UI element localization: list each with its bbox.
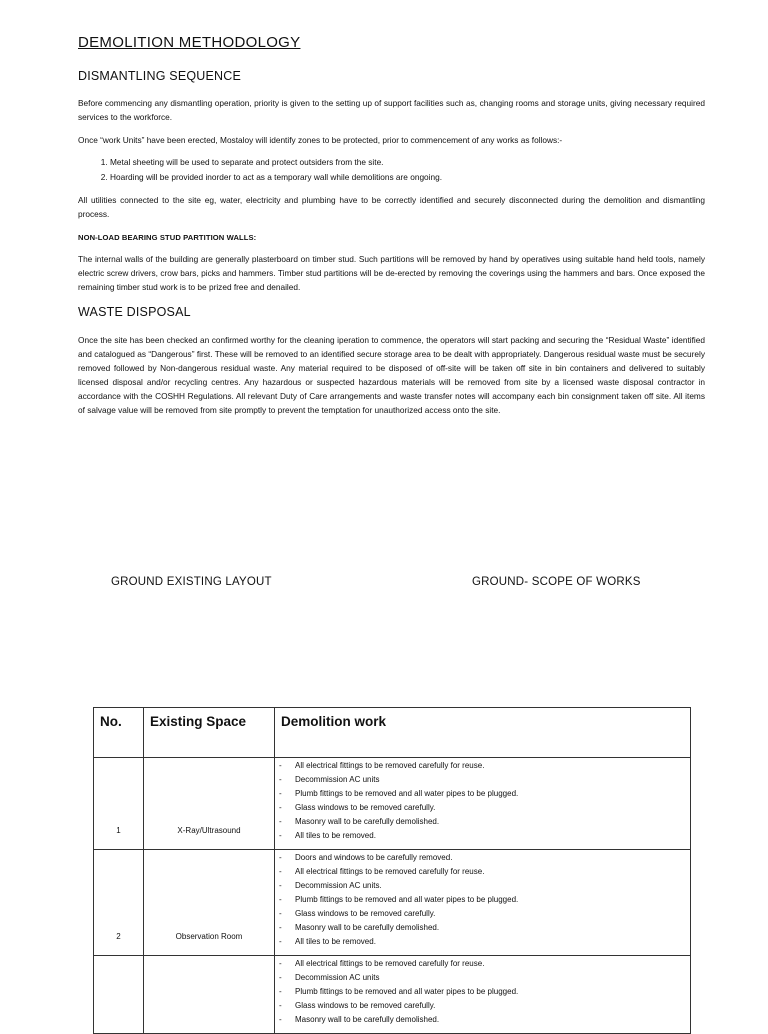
protection-list-item: 1. Metal sheeting will be used to separate and protect outsiders from the site. (110, 155, 710, 170)
work-item: - Plumb fittings to be removed and all water pipes to be plugged. (277, 787, 690, 801)
work-item: - Masonry wall to be carefully demolished. (277, 921, 690, 935)
work-item: - Glass windows to be removed carefully. (277, 801, 690, 815)
work-item: - All electrical fittings to be removed carefully for reuse. (277, 759, 690, 773)
stud-walls-heading: NON-LOAD BEARING STUD PARTITION WALLS: (78, 233, 257, 242)
dismantling-heading: DISMANTLING SEQUENCE (78, 69, 242, 83)
header-demolition-work: Demolition work (275, 708, 691, 758)
work-item: - Glass windows to be removed carefully. (277, 907, 690, 921)
work-item: - Decommission AC units (277, 773, 690, 787)
protection-list (78, 155, 710, 185)
work-item: - Glass windows to be removed carefully. (277, 999, 690, 1013)
work-item: - Plumb fittings to be removed and all water pipes to be plugged. (277, 893, 690, 907)
work-item: - Masonry wall to be carefully demolished. (277, 815, 690, 829)
work-item: - All tiles to be removed. (277, 935, 690, 949)
row-number (94, 956, 144, 1034)
row-works (275, 850, 691, 956)
row-works (275, 956, 691, 1034)
dismantling-intro: Before commencing any dismantling operation, priority is given to the setting up of support facilities such as, changing rooms and storage units, giving necessary required services to the workforce. (78, 98, 705, 122)
waste-disposal-text: Once the site has been checked an confirmed worthy for the cleaning iperation to commence, the operators will start packing and securing the “Residual Waste” identified and catalogued as “Dangerous” first. These will be removed to an identified secure storage area to be dealt with appropriately. Dangerous residual waste must be securely removed followed by Non-dangerous residual waste. Any material required to be disposed of off-site will be taken off site in bin containers and delivered to suitably licensed disposal and/or recycling centres. Any hazardous or suspected hazardous materials will be removed from site by a licensed waste disposal contractor in accordance with the COSHH Regulations. All relevant Duty of Care arrangements and waste transfer notes will accompany each bin consignment taken off site. All items of salvage value will be removed from site promptly to prevent the temptation for unauthorized access onto the site. (78, 335, 705, 415)
utilities-text: All utilities connected to the site eg, water, electricity and plumbing have to be correctly identified and securely disconnected during the demolition and dismantling process. (78, 195, 705, 219)
header-no: No. (94, 708, 144, 758)
row-number: 1 (94, 758, 144, 850)
ground-existing-layout-label: GROUND EXISTING LAYOUT (111, 576, 272, 588)
work-item: - Doors and windows to be carefully removed. (277, 851, 690, 865)
work-item: - All electrical fittings to be removed carefully for reuse. (277, 865, 690, 879)
table-row (94, 758, 691, 850)
waste-disposal-heading: WASTE DISPOSAL (78, 305, 191, 319)
row-space: Observation Room (144, 850, 275, 956)
work-item: - Plumb fittings to be removed and all water pipes to be plugged. (277, 985, 690, 999)
table-header-row (94, 708, 691, 758)
document-title: DEMOLITION METHODOLOGY (78, 34, 301, 51)
protection-list-item: 2. Hoarding will be provided inorder to act as a temporary wall while demolitions are ongoing. (110, 170, 710, 185)
row-space: X-Ray/Ultrasound (144, 758, 275, 850)
work-item: - All electrical fittings to be removed carefully for reuse. (277, 957, 690, 971)
row-space (144, 956, 275, 1034)
work-item: - Decommission AC units (277, 971, 690, 985)
row-works (275, 758, 691, 850)
header-existing-space: Existing Space (144, 708, 275, 758)
work-item: - Decommission AC units. (277, 879, 690, 893)
ground-scope-of-works-label: GROUND- SCOPE OF WORKS (472, 576, 641, 588)
row-number: 2 (94, 850, 144, 956)
demolition-table (93, 707, 691, 1034)
stud-walls-text: The internal walls of the building are generally plasterboard on timber stud. Such partitions will be removed by hand by operatives using suitable hand held tools, namely electric screw drivers, crow bars, picks and hammers. Timber stud partitions will be de-erected by removing the coverings using the hammers and bars. Once exposed the remaining timber stud work is to be prized free and denailed. (78, 254, 705, 292)
table-row (94, 850, 691, 956)
protection-zones-text: Once “work Units” have been erected, Mostaloy will identify zones to be protected, prior to commencement of any works as follows:- (78, 135, 563, 145)
work-item: - All tiles to be removed. (277, 829, 690, 843)
work-item: - Masonry wall to be carefully demolished. (277, 1013, 690, 1027)
table-row (94, 956, 691, 1034)
